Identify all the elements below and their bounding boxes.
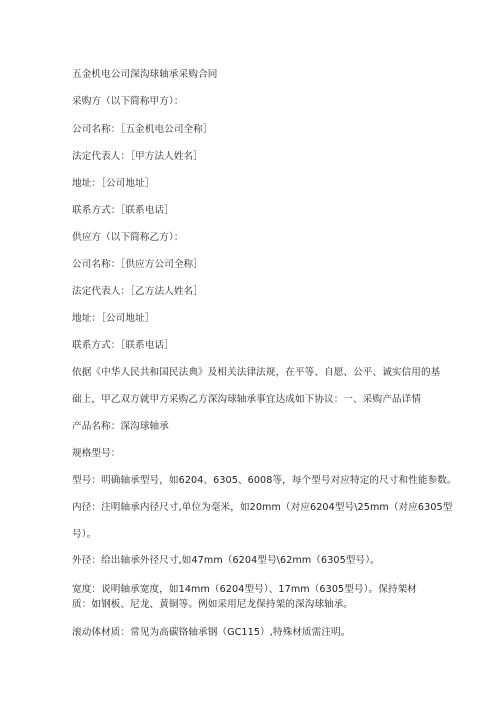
spec-inner-diameter-line-1: 内径：注明轴承内径尺寸,单位为毫米，如20mm（对应6204型号\25mm（对应6305型 (72, 502, 453, 513)
buyer-address: 地址：［公司地址］ (72, 178, 155, 189)
spec-inner-diameter-line-2: 号）。 (72, 529, 97, 540)
buyer-heading: 采购方（以下简称甲方）： (72, 96, 184, 107)
spec-rolling-element: 滚动体材质：常见为高碳铬轴承钢（GC115）,特殊材质需注明。 (72, 627, 351, 638)
buyer-legal-representative: 法定代表人：［甲方法人姓名］ (72, 151, 203, 162)
seller-heading: 供应方（以下简称乙方）： (72, 232, 184, 243)
seller-contact: 联系方式：［联系电话］ (72, 340, 174, 351)
seller-company-name: 公司名称：［供应方公司全称］ (72, 259, 203, 270)
contract-title: 五金机电公司深沟球轴承采购合同 (72, 69, 218, 80)
buyer-company-name: 公司名称：［五金机电公司全称］ (72, 124, 213, 135)
buyer-contact: 联系方式：［联系电话］ (72, 205, 174, 216)
seller-legal-representative: 法定代表人：［乙方法人姓名］ (72, 286, 203, 297)
spec-model: 型号：明确轴承型号，如6204、6305、6008等，每个型号对应特定的尺寸和性能参数。 (72, 475, 457, 486)
product-name: 产品名称：深沟球轴承 (72, 421, 169, 432)
spec-width-and-cage: 宽度：说明轴承宽度，如14mm（6204型号）、17mm（6305型号）。保持架材质：如钢板、尼龙、黄铜等。例如采用尼龙保持架的深沟球轴承。 (72, 584, 417, 610)
spec-heading: 规格型号： (72, 448, 121, 459)
seller-address: 地址：［公司地址］ (72, 313, 155, 324)
preamble-line-1: 依据《中华人民共和国民法典》及相关法律法规，在平等、自愿、公平、诚实信用的基 (72, 367, 441, 378)
preamble-line-2: 础上，甲乙双方就甲方采购乙方深沟球轴承事宜达成如下协议：一、采购产品详情 (72, 394, 421, 405)
spec-outer-diameter: 外径：给出轴承外径尺寸,如47mm（6204型号\62mm（6305型号）。 (72, 555, 380, 566)
